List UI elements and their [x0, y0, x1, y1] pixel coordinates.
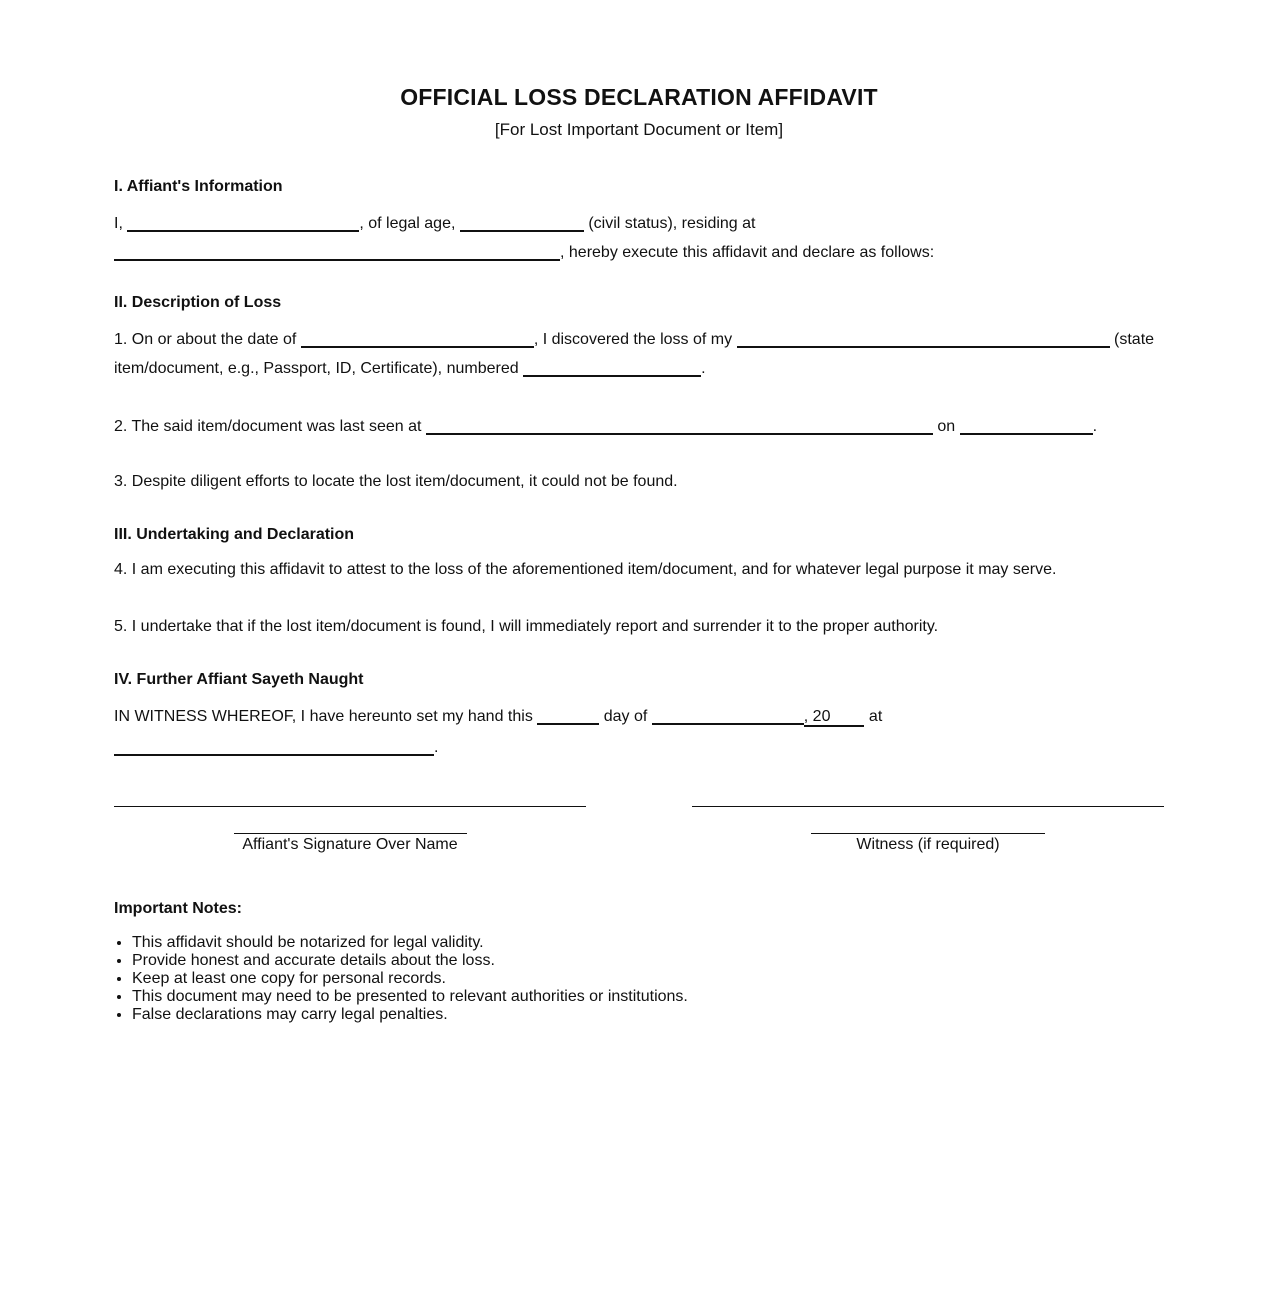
- list-item: • Keep at least one copy for personal records.: [132, 970, 688, 988]
- text-item1-start: 1. On or about the date of: [114, 331, 297, 348]
- section-heading-description-of-loss: II. Description of Loss: [114, 294, 282, 311]
- text-day-of: day of: [603, 708, 648, 725]
- text-item2-period: .: [1092, 418, 1098, 435]
- undertaking-item-5: 5. I undertake that if the lost item/document is found, I will immediately report and surrender it to the proper authority.: [114, 618, 939, 635]
- affiant-name-line: [234, 833, 467, 834]
- last-seen-date-blank[interactable]: [960, 415, 1093, 435]
- name-blank[interactable]: [127, 212, 359, 232]
- lost-item-blank[interactable]: [737, 328, 1110, 348]
- text-item1-mid: , I discovered the loss of my: [533, 331, 733, 348]
- loss-item-2: [114, 415, 1097, 437]
- text-comma: ,: [803, 708, 809, 725]
- undertaking-item-4: 4. I am executing this affidavit to attest to the loss of the aforementioned item/document, and for whatever legal purpose it may serve.: [114, 561, 1057, 578]
- witness-name-line: [811, 833, 1045, 834]
- text-item2-start: 2. The said item/document was last seen at: [114, 418, 422, 435]
- important-notes-heading: Important Notes:: [114, 900, 242, 917]
- section-heading-affiant-info: I. Affiant's Information: [114, 178, 283, 195]
- text-hereby-execute: , hereby execute this affidavit and declare as follows:: [560, 244, 935, 261]
- year-blank[interactable]: [804, 707, 865, 727]
- day-blank[interactable]: [537, 705, 599, 725]
- place-blank[interactable]: [114, 736, 434, 756]
- list-item: • Provide honest and accurate details about the loss.: [132, 952, 688, 970]
- document-title: OFFICIAL LOSS DECLARATION AFFIDAVIT: [400, 84, 878, 110]
- address-blank[interactable]: [114, 241, 560, 261]
- text-witness-start: IN WITNESS WHEREOF, I have hereunto set my hand this: [114, 708, 533, 725]
- important-notes-list: [114, 934, 688, 1024]
- text-witness-period: .: [434, 739, 439, 756]
- text-item1-line2: item/document, e.g., Passport, ID, Certificate), numbered: [114, 360, 519, 377]
- text-item1-period: .: [701, 360, 706, 377]
- affiant-signature-line[interactable]: [114, 806, 586, 807]
- witness-whereof-line: [114, 705, 882, 727]
- loss-date-blank[interactable]: [301, 328, 534, 348]
- affiant-signature-label: Affiant's Signature Over Name: [242, 836, 458, 853]
- loss-item-1-line-2: [114, 357, 706, 379]
- witness-place-line: [114, 736, 438, 758]
- month-blank[interactable]: [652, 705, 804, 725]
- witness-signature-line[interactable]: [692, 806, 1164, 807]
- affiant-info-line-1: [114, 212, 756, 234]
- text-of-legal-age: , of legal age,: [359, 215, 456, 232]
- document-subtitle: [For Lost Important Document or Item]: [494, 120, 784, 139]
- list-item: • This document may need to be presented to relevant authorities or institutions.: [132, 988, 688, 1006]
- text-civil-status: (civil status), residing at: [588, 215, 756, 232]
- loss-item-1-line-1: [114, 328, 1154, 350]
- loss-item-3: 3. Despite diligent efforts to locate the lost item/document, it could not be found.: [114, 473, 678, 490]
- text-i: I,: [114, 215, 123, 232]
- section-heading-undertaking: III. Undertaking and Declaration: [114, 526, 355, 543]
- text-year-prefix: 20: [812, 708, 831, 725]
- list-item: • False declarations may carry legal penalties.: [132, 1006, 688, 1024]
- text-item2-on: on: [937, 418, 956, 435]
- civil-status-blank[interactable]: [460, 212, 584, 232]
- last-seen-location-blank[interactable]: [426, 415, 933, 435]
- list-item: • This affidavit should be notarized for legal validity.: [132, 934, 688, 952]
- section-heading-further-affiant: IV. Further Affiant Sayeth Naught: [114, 671, 364, 688]
- witness-signature-label: Witness (if required): [856, 836, 1000, 853]
- text-item1-end: (state: [1114, 331, 1155, 348]
- affiant-info-line-2: [114, 241, 934, 263]
- document-number-blank[interactable]: [523, 357, 701, 377]
- text-at: at: [868, 708, 883, 725]
